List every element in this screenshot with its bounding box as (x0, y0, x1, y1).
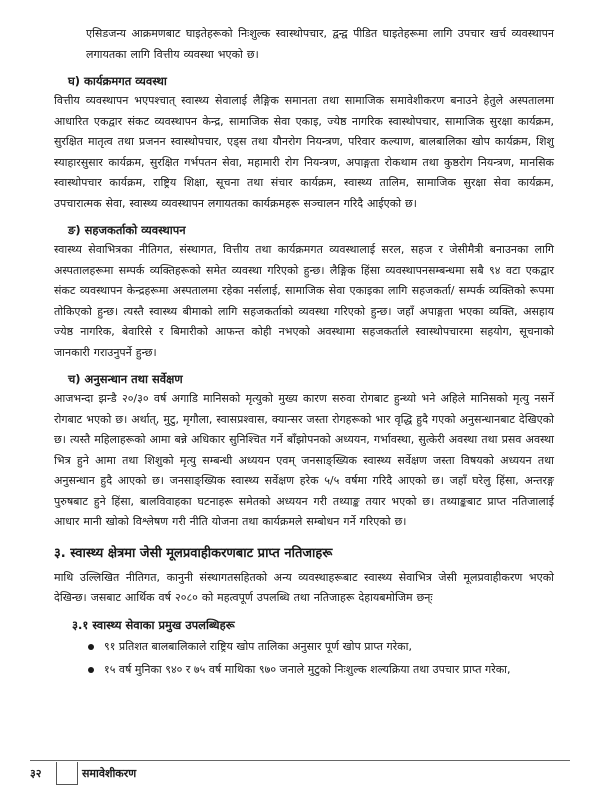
subsection-text-nga: स्वास्थ्य सेवाभित्रका नीतिगत, संस्थागत, वित्तीय तथा कार्यक्रमगत व्यवस्थालाई सरल, सहज र जेसीमैत्री बनाउनका लागि अस्पतालहरूमा सम्पर्क व्यक्तिहरूको समेत व्यवस्था गरिएको हुन्छ। लैङ्गिक हिंसा व्यवस्थापनसम्बन्धमा सबै ९४ वटा एकद्वार संकट व्यवस्थापन केन्द्रहरूमा अस्पतालमा रहेका नर्सलाई, सामाजिक सेवा एकाइका लागि सहजकर्ता/ सम्पर्क व्यक्तिको रूपमा तोकिएको हुन्छ। त्यस्तै स्वास्थ्य बीमाको लागि सहजकर्ताको व्यवस्था गरिएको हुन्छ। जहाँ अपाङ्गता भएका व्यक्ति, असहाय ज्येष्ठ नागरिक, बेवारिसे र बिमारीको आफन्त कोही नभएको अवस्थामा सहजकर्ताले स्वास्थोपचारमा सहयोग, सूचनाको जानकारी गराउनुपर्ने हुन्छ। (54, 243, 554, 359)
bullet-icon (88, 667, 94, 673)
bullet-icon (88, 644, 94, 650)
achievements-list (54, 638, 554, 679)
section-3-heading: ३. स्वास्थ्य क्षेत्रमा जेसी मूलप्रवाहीकरणबाट प्राप्त नतिजाहरू (54, 545, 333, 561)
subsection-heading-nga: ङ) सहजकर्ताको व्यवस्थापन (68, 223, 186, 237)
section-3-text: माथि उल्लिखित नीतिगत, कानुनी संस्थागतसहितको अन्य व्यवस्थाहरूबाट स्वास्थ्य सेवाभित्र जेसी मूलप्रवाहीकरण भएको देखिन्छ। जसबाट आर्थिक वर्ष २०८० को महत्वपूर्ण उपलब्धि तथा नतिजाहरू देहायबमोजिम छन्ः (54, 570, 554, 604)
subsection-heading-cha: च) अनुसन्धान तथा सर्वेक्षण (68, 372, 183, 386)
page-number: ३२ (30, 767, 42, 780)
page-content (54, 24, 554, 684)
list-item (88, 661, 554, 679)
list-item-text: १५ वर्ष मुनिका ९४० र ७५ वर्ष माथिका ९७० जनाले मुटुको निःशुल्क शल्यक्रिया तथा उपचार प्राप्त गरेका, (104, 662, 511, 676)
intro-paragraph: एसिडजन्य आक्रमणबाट घाइतेहरूको निःशुल्क स्वास्थोपचार, द्वन्द्व पीडित घाइतेहरूमा लागि उपचार खर्च व्यवस्थापन लगायतका लागि वित्तीय व्यवस्था भएको छ। (86, 27, 555, 61)
footer-divider (30, 760, 570, 761)
footer-page-box (56, 762, 78, 785)
subsection-heading-gha: घ) कार्यक्रमगत व्यवस्था (68, 74, 167, 88)
subsection-text-gha: वित्तीय व्यवस्थापन भएपश्चात् स्वास्थ्य सेवालाई लैङ्गिक समानता तथा सामाजिक समावेशीकरण बनाउने हेतुले अस्पतालमा आधारित एकद्वार संकट व्यवस्थापन केन्द्र, सामाजिक सेवा एकाइ, ज्येष्ठ नागरिक स्वास्थोपचार, सामाजिक सुरक्षा कार्यक्रम, सुरक्षित मातृत्व तथा प्रजनन स्वास्थोपचार, एड्स तथा यौनरोग नियन्त्रण, परिवार कल्याण, बालबालिका खोप कार्यक्रम, शिशु स्याहारसुसार कार्यक्रम, सुरक्षित गर्भपतन सेवा, महामारी रोग नियन्त्रण, अपाङ्गता रोकथाम तथा कुष्ठरोग नियन्त्रण, मानसिक स्वास्थोपचार कार्यक्रम, राष्ट्रिय शिक्षा, सूचना तथा संचार कार्यक्रम, स्वास्थ्य तालिम, सामाजिक सुरक्षा सेवा कार्यक्रम, उपचारात्मक सेवा, स्वास्थ्य व्यवस्थापन लगायतका कार्यक्रमहरू सञ्चालन गरिदै आईएको छ। (54, 94, 554, 210)
section-3-1-heading: ३.१ स्वास्थ्य सेवाका प्रमुख उपलब्धिहरू (72, 617, 235, 632)
footer-title: समावेशीकरण (82, 767, 137, 780)
list-item (88, 638, 554, 656)
subsection-text-cha: आजभन्दा झन्डै २०/३० वर्ष अगाडि मानिसको मृत्युको मुख्य कारण सरुवा रोगबाट हुन्थ्यो भने अहिले मानिसको मृत्यु नसर्ने रोगबाट भएको छ। अर्थात्, मुटु, मृगौला, स्वासप्रश्वास, क्यान्सर जस्ता रोगहरूको भार वृद्धि हुदै गएको अनुसन्धानबाट देखिएको छ। त्यस्तै महिलाहरूको आमा बन्ने अधिकार सुनिश्चित गर्ने बाँझोपनको अध्ययन, गर्भावस्था, सुत्केरी अवस्था तथा प्रसव अवस्था भित्र हुने आमा तथा शिशुको मृत्यु सम्बन्धी अध्ययन एवम् जनसाङ्ख्यिक स्वास्थ्य सर्वेक्षण जस्ता विषयको अध्ययन तथा अनुसन्धान हुदै आएको छ। जनसाङ्ख्यिक स्वास्थ्य सर्वेक्षण हरेक ५/५ वर्षमा गरिदै आएको छ। जहाँ घरेलु हिंसा, अन्तरङ्ग पुरुषबाट हुने हिंसा, बालविवाहका घटनाहरू समेतको अध्ययन गरी तथ्याङ्क तयार भएको छ। तथ्याङ्कबाट प्राप्त नतिजालाई आधार मानी खोको विश्लेषण गरी नीति योजना तथा कार्यक्रमले सम्बोधन गर्ने गरिएको छ। (54, 392, 554, 528)
page-footer (30, 760, 570, 784)
list-item-text: ९१ प्रतिशत बालबालिकाले राष्ट्रिय खोप तालिका अनुसार पूर्ण खोप प्राप्त गरेका, (104, 639, 412, 653)
